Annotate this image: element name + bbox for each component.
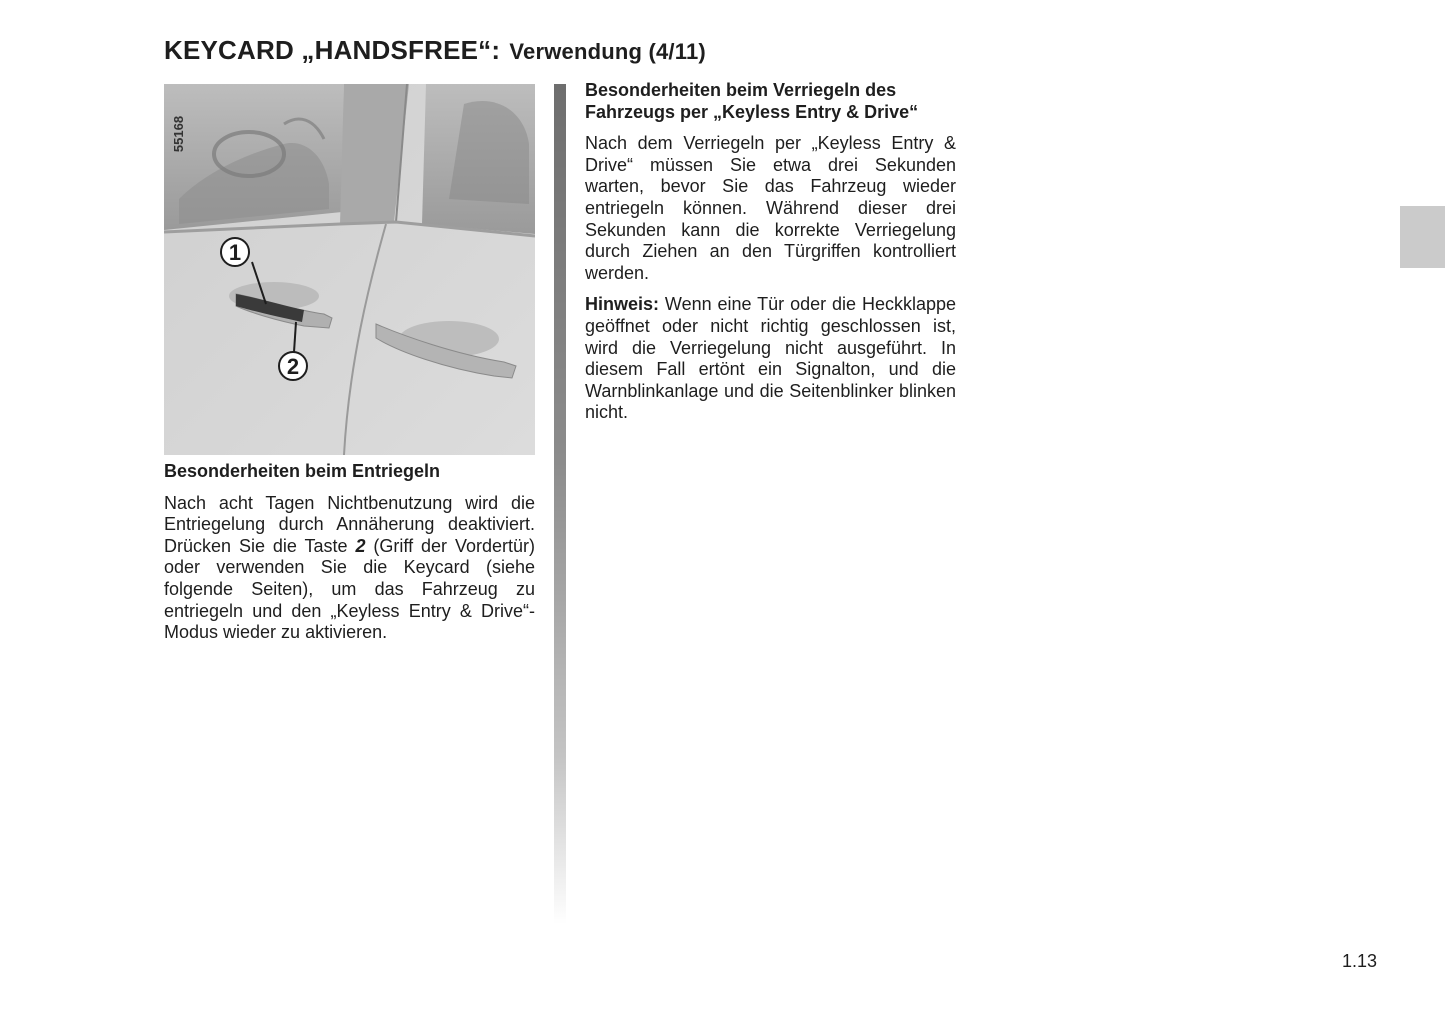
page-title-main: KEYCARD „HANDSFREE“: bbox=[164, 35, 501, 65]
left-column bbox=[164, 461, 535, 654]
column-divider bbox=[554, 84, 566, 924]
callout-2: 2 bbox=[286, 354, 300, 379]
note-paragraph bbox=[585, 294, 956, 424]
lock-paragraph: Nach dem Verriegeln per „Keyless Entry & Drive“ müssen Sie etwa drei Sekunden warten, bevor Sie das Fahrzeug wieder entriegeln können. Während dieser drei Sekunden kann die korrekte Verriegelung durch Ziehen an den Türgriffen kontrolliert werden. bbox=[585, 133, 956, 283]
unlock-text-1: Nach acht Tagen Nichtbenutzung wird die Entriegelung durch Annäherung deaktiviert. Drücken Sie die Taste bbox=[164, 492, 535, 556]
lock-heading: Besonderheiten beim Verriegeln des Fahrzeugs per „Keyless Entry & Drive“ bbox=[585, 80, 919, 122]
door-handle-illustration bbox=[164, 84, 535, 455]
unlock-heading: Besonderheiten beim Entriegeln bbox=[164, 461, 441, 481]
figure-ref-number: 55168 bbox=[171, 115, 186, 153]
note-label: Hinweis: bbox=[585, 294, 660, 315]
unlock-text-2: (Griff der Vordertür) oder verwenden Sie die Keycard (siehe folgende Seiten), um das Fahrzeug zu entriegeln und den „Keyless Entry & Drive“-Modus wieder zu aktivieren. bbox=[164, 535, 536, 643]
unlock-paragraph bbox=[164, 493, 535, 644]
page-title bbox=[164, 30, 706, 67]
unlock-key-number: 2 bbox=[355, 535, 366, 556]
note-text: Wenn eine Tür oder die Heckklappe geöffnet oder nicht richtig geschlossen ist, wird die Verriegelung nicht ausgeführt. In diesem Fall ertönt ein Signalton, und die Warnblinkanlage und die Seitenblinker blinken nicht. bbox=[585, 294, 956, 423]
page-number: 1.13 bbox=[1342, 951, 1378, 971]
section-tab bbox=[1400, 206, 1445, 268]
page-title-sub: Verwendung (4/11) bbox=[509, 39, 706, 64]
callout-1: 1 bbox=[228, 240, 242, 265]
right-column bbox=[585, 80, 956, 434]
door-handle-drawing bbox=[164, 84, 535, 455]
